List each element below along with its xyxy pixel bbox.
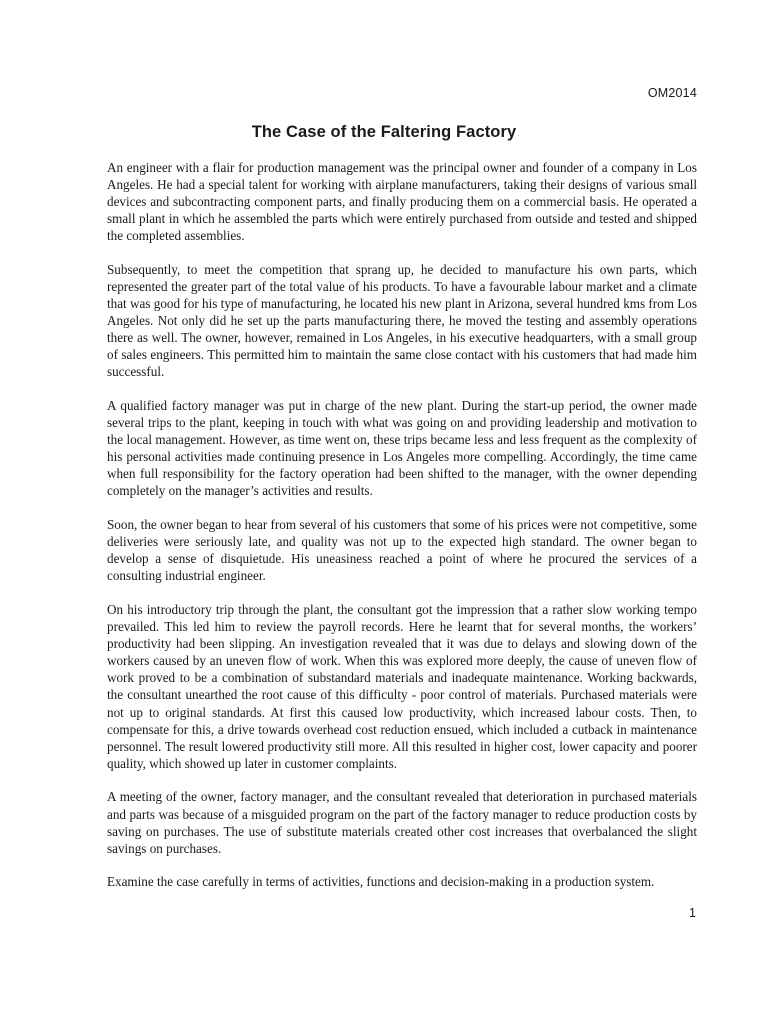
document-code: OM2014 bbox=[647, 86, 697, 100]
paragraph-7: Examine the case carefully in terms of activities, functions and decision-making in a production system. bbox=[107, 874, 655, 890]
paragraph-2: Subsequently, to meet the competition that sprang up, he decided to manufacture his own parts, which represented the greater part of the total value of his products. To have a favourable labour market and a climate that was good for his type of manufacturing, he located his new plant in Arizona, several hundred kms from Los Angeles. Not only did he set up the parts manufacturing there, he moved the testing and assembly operations there as well. The owner, however, remained in Los Angeles, in his executive headquarters, with a small group of sales engineers. This permitted him to maintain the same close contact with his customers that had made him successful. bbox=[107, 262, 697, 380]
page-number: 1 bbox=[689, 906, 696, 920]
paragraph-3: A qualified factory manager was put in charge of the new plant. During the start-up period, the owner made several trips to the plant, keeping in touch with what was going on and providing leadership and motivation to the local management. However, as time went on, these trips became less and less frequent as the complexity of his personal activities made continuing presence in Los Angeles more compelling. Accordingly, the time came when full responsibility for the factory operation had been shifted to the manager, with the owner depending completely on the manager’s activities and results. bbox=[107, 398, 697, 499]
paragraph-6: A meeting of the owner, factory manager, and the consultant revealed that deterioration in purchased materials and parts was because of a misguided program on the part of the factory manager to reduce production costs by saving on purchases. The use of substitute materials created other cost increases that overbalanced the slight savings on purchases. bbox=[107, 789, 697, 856]
document-body bbox=[107, 159, 697, 907]
paragraph-4: Soon, the owner began to hear from several of his customers that some of his prices were not competitive, some deliveries were seriously late, and quality was not up to the expected high standard. The owner began to develop a sense of disquietude. His uneasiness reached a point of where he procured the services of a consulting industrial engineer. bbox=[107, 517, 697, 584]
document-title: The Case of the Faltering Factory bbox=[251, 123, 517, 141]
paragraph-5: On his introductory trip through the plant, the consultant got the impression that a rather slow working tempo prevailed. This led him to review the payroll records. Here he learnt that for several months, the workers’ productivity had been slipping. An investigation revealed that it was due to delays and slowing down of the workers caused by an uneven flow of work. When this was explored more deeply, the cause of uneven flow of work proved to be a combination of substandard materials and inadequate maintenance. Working backwards, the consultant unearthed the root cause of this difficulty - poor control of materials. Purchased materials were not up to original standards. At first this caused low productivity, which increased labour costs. Then, to compensate for this, a drive towards overhead cost reduction ensued, which included a cutback in maintenance personnel. The result lowered productivity still more. All this resulted in higher cost, lower capacity and poorer quality, which showed up later in customer complaints. bbox=[107, 602, 697, 771]
paragraph-1: An engineer with a flair for production management was the principal owner and founder of a company in Los Angeles. He had a special talent for working with airplane manufacturers, taking their designs of various small devices and subcontracting component parts, and finally producing them on a commercial basis. He operated a small plant in which he assembled the parts which were entirely purchased from outside and tested and shipped the completed assemblies. bbox=[107, 160, 697, 244]
